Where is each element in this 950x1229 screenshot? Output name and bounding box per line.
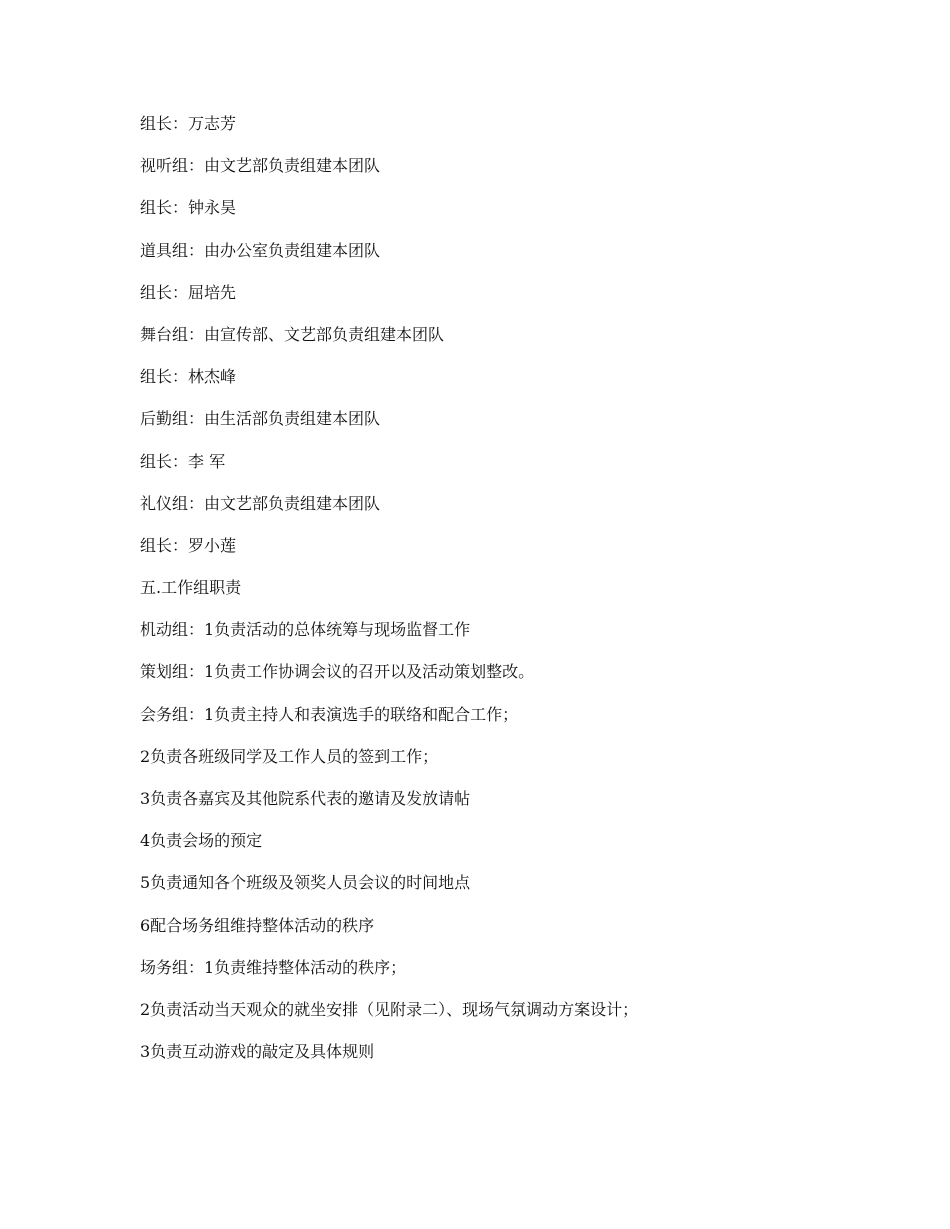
duty-line-venue-group: 场务组：1负责维持整体活动的秩序； [140,957,407,977]
group-line-stage: 舞台组：由宣传部、文艺部负责组建本团队 [140,324,445,344]
group-line-props: 道具组：由办公室负责组建本团队 [140,240,381,260]
duty-line-affairs-5: 5负责通知各个班级及领奖人员会议的时间地点 [140,873,471,893]
duty-line-affairs-4: 4负责会场的预定 [140,831,263,851]
leader-line-3: 组长：屈培先 [140,282,237,302]
duty-line-affairs-group: 会务组：1负责主持人和表演选手的联络和配合工作； [140,704,519,724]
leader-line-4: 组长：林杰峰 [140,367,237,387]
leader-line-5: 组长：李 军 [140,451,226,471]
duty-line-affairs-6: 6配合场务组维持整体活动的秩序 [140,915,375,935]
duty-line-venue-3: 3负责互动游戏的敲定及具体规则 [140,1042,375,1062]
leader-line-2: 组长：钟永昊 [140,198,237,218]
group-line-audiovisual: 视听组：由文艺部负责组建本团队 [140,156,381,176]
duty-line-mobile-group: 机动组：1负责活动的总体统筹与现场监督工作 [140,620,471,640]
group-line-logistics: 后勤组：由生活部负责组建本团队 [140,409,381,429]
leader-line-6: 组长：罗小莲 [140,535,237,555]
document-body [140,110,860,1080]
section-heading-duties: 五.工作组职责 [140,578,242,598]
duty-line-venue-2: 2负责活动当天观众的就坐安排（见附录二）、现场气氛调动方案设计； [140,999,639,1019]
group-line-etiquette: 礼仪组：由文艺部负责组建本团队 [140,493,381,513]
duty-line-planning-group: 策划组：1负责工作协调会议的召开以及活动策划整改。 [140,662,535,682]
duty-line-affairs-2: 2负责各班级同学及工作人员的签到工作； [140,746,439,766]
leader-line-1: 组长：万志芳 [140,114,237,133]
duty-line-affairs-3: 3负责各嘉宾及其他院系代表的邀请及发放请帖 [140,789,471,808]
